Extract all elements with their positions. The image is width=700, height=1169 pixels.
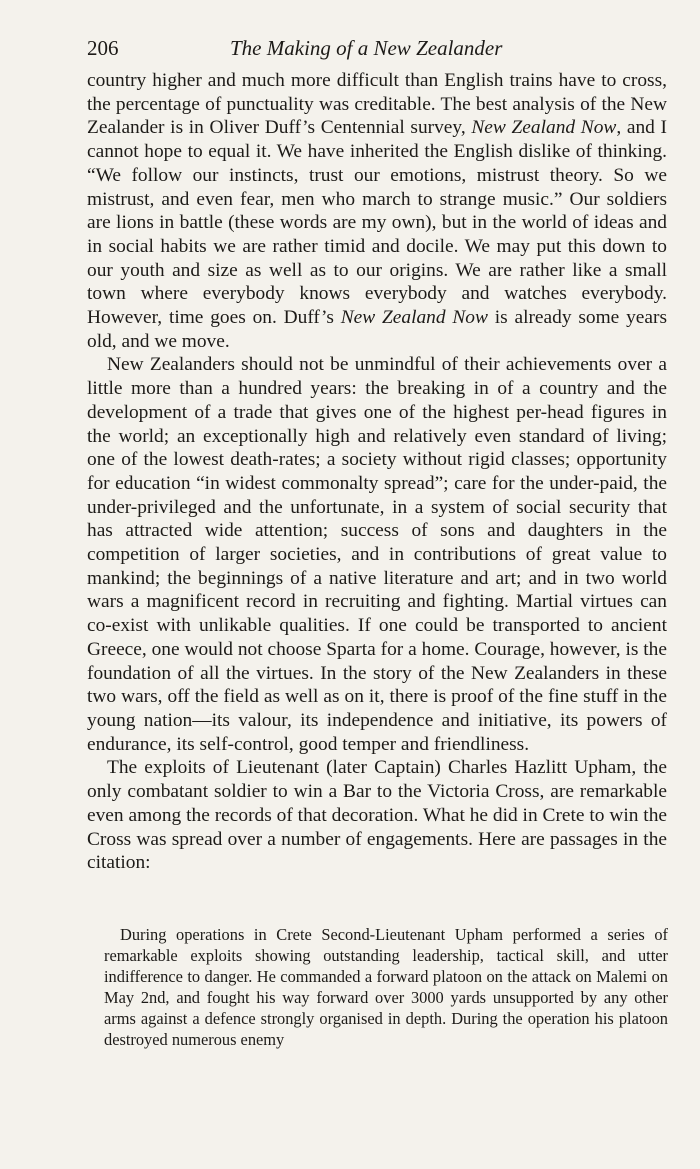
- paragraph-achievements: New Zealanders should not be unmindful of their achievements over a little more than a hundred years: the breaking in of a country and the development of a trade that gives one of the highest per-head figures in the world; an exceptionally high and relatively even standard of living; one of the lowest death-rates; a society without rigid classes; opportunity for education “in widest commonalty spread”; care for the under-paid, the under-privileged and the unfortunate, in a system of social security that has attracted wide attention; success of sons and daughters in the competition of larger societies, and in contributions of great value to mankind; the beginnings of a native literature and art; and in two world wars a magnificent record in recruiting and fighting. Martial virtues can co-exist with unlikable qualities. If one could be transported to ancient Greece, one would not choose Sparta for a home. Courage, however, is the foundation of all the virtues. In the story of the New Zealanders in these two wars, off the field as well as on it, there is proof of the fine stuff in the young nation—its valour, its independence and initiative, its powers of endurance, its self-control, good temper and friendliness.: [87, 354, 667, 755]
- paragraph-continued: [87, 69, 667, 353]
- citation-quote: [104, 925, 668, 1050]
- running-head: [87, 36, 667, 64]
- text-run: country higher and much more difficult than English trains have to cross, the percentage of punctuality was creditable. The best analysis of the New Zealander is in Oliver Duff’s Centennial survey,: [87, 70, 667, 139]
- citation-text: During operations in Crete Second-Lieutenant Upham performed a series of remarkable exploits showing outstanding leadership, tactical skill, and utter indifference to danger. He commanded a forward platoon on the attack on Malemi on May 2nd, and fought his way forward over 3000 yards unsupported by any other arms against a defence strongly organised in depth. During the operation his platoon destroyed numerous enemy: [104, 925, 668, 1049]
- page-number: 206: [87, 36, 119, 60]
- running-title: The Making of a New Zealander: [230, 36, 503, 60]
- book-title-italic: New Zealand Now: [340, 307, 488, 329]
- text-run: , and I cannot hope to equal it. We have inherited the English dislike of thinking. “We follow our instincts, trust our emotions, mistrust theory. So we mistrust, and even fear, men who march to strange music.” Our soldiers are lions in battle (these words are my own), but in the world of ideas and in social habits we are rather timid and docile. We may put this down to our youth and size as well as to our origins. We are rather like a small town where everybody knows everybody and watches everybody. However, time goes on. Duff’s: [87, 117, 668, 329]
- book-title-italic: New Zealand Now: [471, 117, 617, 139]
- body-text: [87, 69, 667, 875]
- paragraph-upham: The exploits of Lieutenant (later Captain) Charles Hazlitt Upham, the only combatant soldier to win a Bar to the Victoria Cross, are remarkable even among the records of that decoration. What he did in Crete to win the Cross was spread over a number of engagements. Here are passages in the citation:: [87, 757, 667, 874]
- text-run: is already some years old, and we move.: [87, 307, 667, 352]
